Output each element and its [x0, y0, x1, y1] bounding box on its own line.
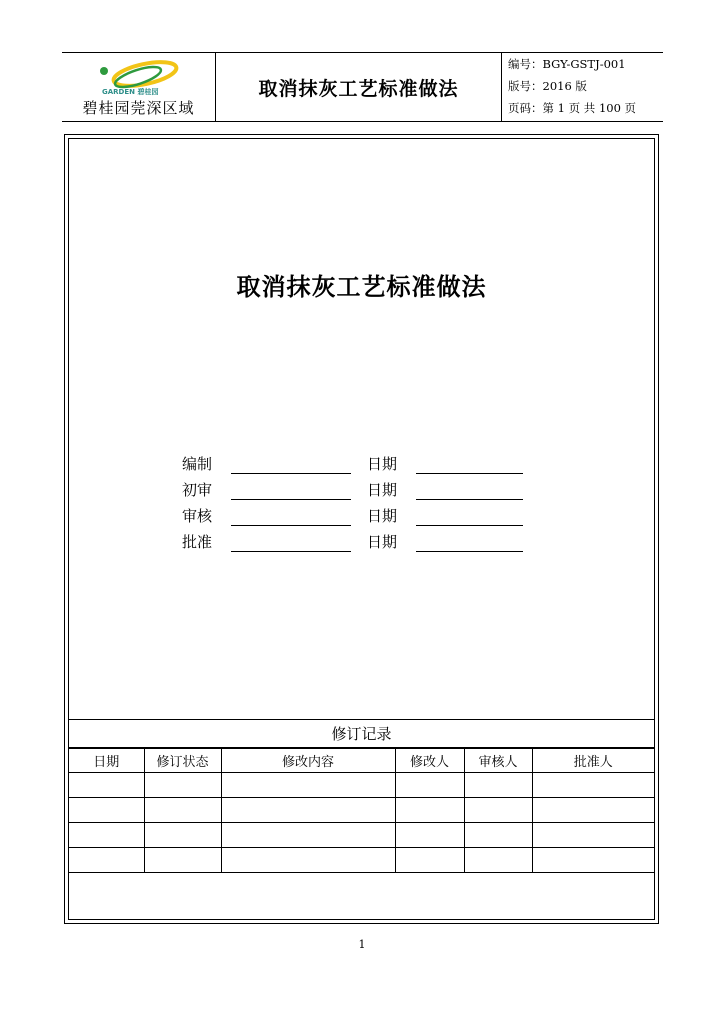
revision-cell[interactable]: [144, 823, 221, 848]
signoff-date-line[interactable]: [416, 473, 523, 474]
revision-column-header: 修订状态: [144, 748, 221, 773]
doc-code: 编号：BGY-GSTJ-001: [508, 57, 626, 71]
revision-row: [69, 773, 654, 798]
doc-version: 版号：2016 版: [508, 79, 587, 93]
page-number: 1: [358, 938, 366, 951]
doc-page: 页码：第 1 页 共 100 页: [508, 101, 637, 115]
signoff-date-label: 日期: [367, 533, 398, 551]
revision-cell[interactable]: [532, 823, 654, 848]
cover-inner-frame: [68, 138, 655, 920]
signoff-label: 编制: [182, 455, 213, 473]
revision-column-header: 修改人: [395, 748, 464, 773]
document-header: [62, 52, 663, 122]
signoff-date-label: 日期: [367, 455, 398, 473]
signoff-signature-line[interactable]: [231, 473, 351, 474]
header-title: 取消抹灰工艺标准做法: [216, 53, 502, 121]
revision-cell[interactable]: [532, 798, 654, 823]
signoff-label: 批准: [182, 533, 213, 551]
revision-cell[interactable]: [69, 848, 144, 873]
revision-cell[interactable]: [395, 848, 464, 873]
signoff-date-line[interactable]: [416, 499, 523, 500]
signoff-row: [69, 531, 654, 555]
revision-cell[interactable]: [69, 798, 144, 823]
signoff-date-label: 日期: [367, 481, 398, 499]
revision-table: [69, 747, 654, 873]
header-meta: [502, 53, 663, 121]
revision-column-header: 批准人: [532, 748, 654, 773]
signoff-date-line[interactable]: [416, 551, 523, 552]
revision-cell[interactable]: [464, 823, 532, 848]
cover-frame: [64, 134, 659, 924]
signoff-label: 初审: [182, 481, 213, 499]
revision-cell[interactable]: [221, 848, 395, 873]
revision-cell[interactable]: [395, 798, 464, 823]
company-name: 碧桂园莞深区域: [82, 99, 195, 117]
revision-column-header: 审核人: [464, 748, 532, 773]
revision-cell[interactable]: [464, 798, 532, 823]
signoff-label: 审核: [182, 507, 213, 525]
document-title: 取消抹灰工艺标准做法: [236, 272, 487, 301]
revision-header-row: [69, 748, 654, 773]
revision-column-header: 修改内容: [221, 748, 395, 773]
revision-cell[interactable]: [532, 773, 654, 798]
revision-row: [69, 798, 654, 823]
logo-cell: [62, 53, 216, 121]
signoff-signature-line[interactable]: [231, 551, 351, 552]
revision-cell[interactable]: [144, 798, 221, 823]
signoff-row: [69, 479, 654, 503]
revision-cell[interactable]: [395, 823, 464, 848]
revision-cell[interactable]: [144, 773, 221, 798]
revision-cell[interactable]: [395, 773, 464, 798]
signoff-date-label: 日期: [367, 507, 398, 525]
signoff-signature-line[interactable]: [231, 525, 351, 526]
revision-cell[interactable]: [464, 848, 532, 873]
revision-cell[interactable]: [69, 823, 144, 848]
revision-column-header: 日期: [69, 748, 144, 773]
revision-cell[interactable]: [221, 798, 395, 823]
logo-wordmark: GARDEN 碧桂园: [102, 88, 159, 96]
signoff-row: [69, 453, 654, 477]
revision-cell[interactable]: [221, 823, 395, 848]
revision-cell[interactable]: [144, 848, 221, 873]
revision-cell[interactable]: [464, 773, 532, 798]
revision-cell[interactable]: [532, 848, 654, 873]
company-logo-icon: [90, 57, 190, 97]
signoff-signature-line[interactable]: [231, 499, 351, 500]
signoff-date-line[interactable]: [416, 525, 523, 526]
revision-row: [69, 823, 654, 848]
revision-cell[interactable]: [221, 773, 395, 798]
revision-heading: 修订记录: [69, 719, 654, 749]
revision-cell[interactable]: [69, 773, 144, 798]
signoff-row: [69, 505, 654, 529]
revision-row: [69, 848, 654, 873]
